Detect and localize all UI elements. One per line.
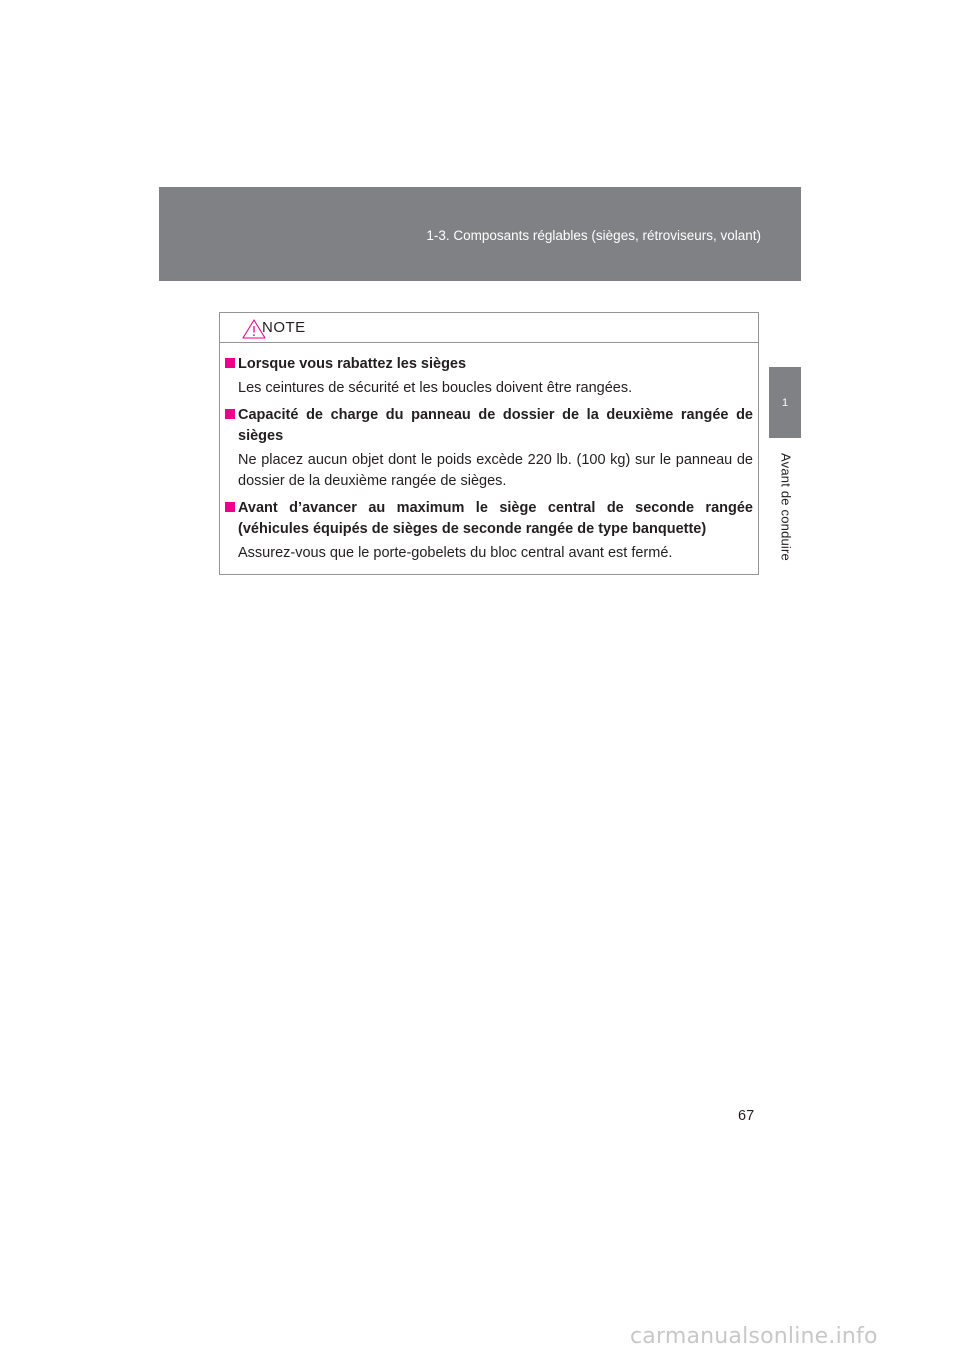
note-item-title: Avant d’avancer au maximum le siège central de seconde rangée (véhicules équipés de sièges de seconde rangée de type banquette)	[238, 500, 753, 537]
watermark: carmanualsonline.info	[630, 1324, 878, 1349]
square-bullet-icon	[225, 409, 235, 419]
chapter-tab	[769, 367, 801, 438]
page-number: 67	[738, 1108, 755, 1124]
chapter-label-text: Avant de conduire	[778, 453, 794, 561]
note-title: NOTE	[262, 319, 306, 336]
note-item-text: Ne placez aucun objet dont le poids excède 220 lb. (100 kg) sur le panneau de dossier de la deuxième rangée de sièges.	[238, 452, 753, 489]
note-body	[225, 354, 753, 564]
note-box	[219, 312, 759, 575]
section-title: 1-3. Composants réglables (sièges, rétroviseurs, volant)	[426, 228, 761, 243]
chapter-number: 1	[781, 397, 789, 409]
chapter-label	[772, 448, 800, 566]
note-item-text: Les ceintures de sécurité et les boucles doivent être rangées.	[238, 380, 633, 396]
section-header-band	[159, 187, 801, 281]
note-item	[225, 354, 753, 399]
note-item-text: Assurez-vous que le porte-gobelets du bloc central avant est fermé.	[238, 545, 673, 561]
square-bullet-icon	[225, 502, 235, 512]
square-bullet-icon	[225, 358, 235, 368]
note-item	[225, 498, 753, 564]
note-item	[225, 405, 753, 492]
note-item-title: Lorsque vous rabattez les sièges	[238, 356, 467, 372]
note-item-title: Capacité de charge du panneau de dossier de la deuxième rangée de sièges	[238, 407, 753, 444]
note-header	[220, 313, 758, 343]
